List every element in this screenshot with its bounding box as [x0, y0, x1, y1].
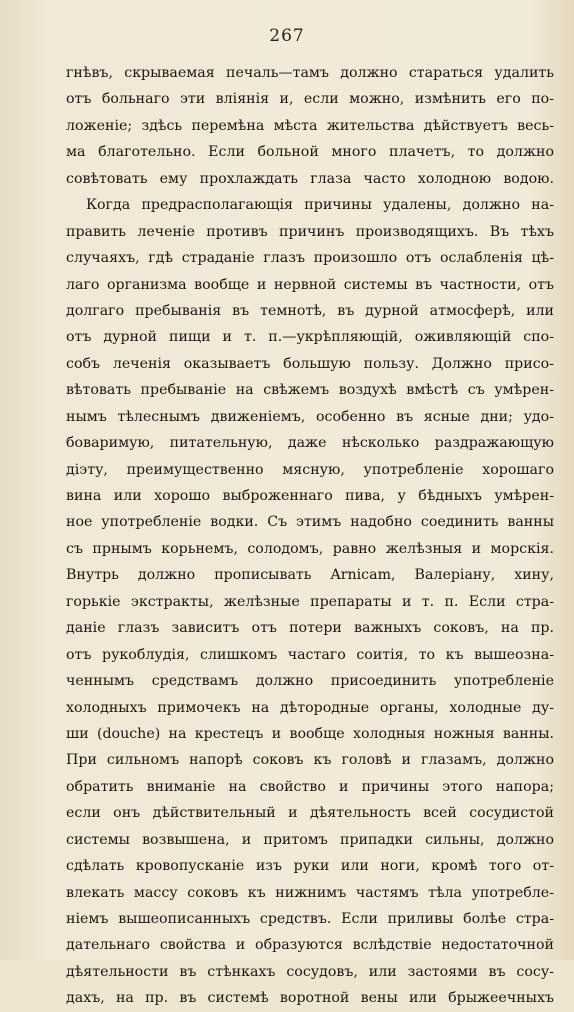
text-line: дѣятельности въ стѣнкахъ сосудовъ, или застоями въ сосу- [66, 963, 554, 980]
text-line: діэту, преимущественно мясную, употребленіе хорошаго [66, 461, 554, 478]
text-line: ши (douche) на крестецъ и вообще холодныя ножныя ванны. [66, 725, 554, 742]
text-line: съ прнымъ корьнемъ, солодомъ, равно желѣзныя и морскія. [66, 540, 554, 557]
text-line: дахъ, на пр. въ системѣ воротной вены или брыжеечныхъ [66, 990, 554, 1007]
text-line: случаяхъ, гдѣ страданіе глазъ произошло отъ ослабленія цѣ- [66, 250, 554, 267]
text-line: совѣтовать ему прохлаждать глаза часто холодною водою. [66, 170, 554, 187]
text-line: влекать массу соковъ къ нижнимъ частямъ тѣла употребле- [66, 884, 554, 901]
text-line: холодныхъ примочекъ на дѣтородные органы, холодные ду- [66, 699, 554, 716]
text-line: править леченіе противъ причинъ производящихъ. Въ тѣхъ [66, 223, 554, 240]
page-number: 267 [269, 26, 305, 46]
text-line: ма благотельно. Если больной много плачетъ, то должно [66, 144, 554, 161]
text-line: дательнаго свойства и образуются вслѣдствіе недостаточной [66, 937, 554, 954]
text-line: ложеніе; здѣсь перемѣна мѣста жительства дѣйствуетъ весь- [66, 117, 554, 134]
text-line: При сильномъ напорѣ соковъ къ головѣ и глазамъ, должно [66, 752, 554, 769]
text-line: ніемъ вышеописанныхъ средствъ. Если приливы болѣе стра- [66, 911, 554, 927]
text-line: сдѣлать кровопусканіе изъ руки или ноги, кромѣ того от- [66, 858, 554, 875]
text-line: нымъ тѣлеснымъ движеніемъ, особенно въ ясные дни; удо- [66, 408, 554, 425]
text-line: отъ дурной пищи и т. п.—укрѣпляющій, оживляющій спо- [66, 329, 554, 346]
text-line: долгаго пребыванія въ темнотѣ, въ дурной атмосферѣ, или [66, 302, 554, 319]
text-line: Внутрь должно прописывать Arnicam, Валеріану, хину, [66, 567, 554, 584]
text-line: отъ рукоблудія, слишкомъ частаго соитія, то къ вышеозна- [66, 646, 554, 663]
body-text [66, 60, 554, 1012]
text-line: ченнымъ средствамъ должно присоединить употребленіе [66, 673, 554, 690]
text-line: боваримую, питательную, даже нѣсколько раздражающую [66, 435, 554, 452]
text-line: собъ леченія оказываетъ большую пользу. Должно присо- [66, 355, 554, 372]
text-line: гнѣвъ, скрываемая печаль—тамъ должно стараться удалить [66, 65, 554, 81]
text-line: ное употребленіе водки. Съ этимъ надобно соединить ванны [66, 514, 554, 531]
text-line: Когда предрасполагающія причины удалены, должно на- [86, 197, 554, 214]
text-line: вина или хорошо выброженнаго пива, у бѣдныхъ умѣрен- [66, 488, 554, 504]
text-line: отъ больнаго эти вліянія и, если можно, измѣнить его по- [66, 91, 554, 108]
text-line: вѣтовать пребываніе на свѣжемъ воздухѣ вмѣстѣ съ умѣрен- [66, 382, 554, 399]
text-line: обратить вниманіе на свойство и причины этого напора; [66, 778, 554, 795]
text-line: если онъ дѣйствительный и дѣятельность всей сосудистой [66, 805, 554, 822]
text-line: системы возвышена, и притомъ припадки сильны, должно [66, 831, 554, 848]
text-line: даніе глазъ зависитъ отъ потери важныхъ соковъ, на пр. [66, 620, 554, 637]
text-line: горькіе экстракты, желѣзные препараты и т. п. Если стра- [66, 593, 554, 610]
text-line: лаго организма вообще и нервной системы въ частности, отъ [66, 276, 554, 293]
